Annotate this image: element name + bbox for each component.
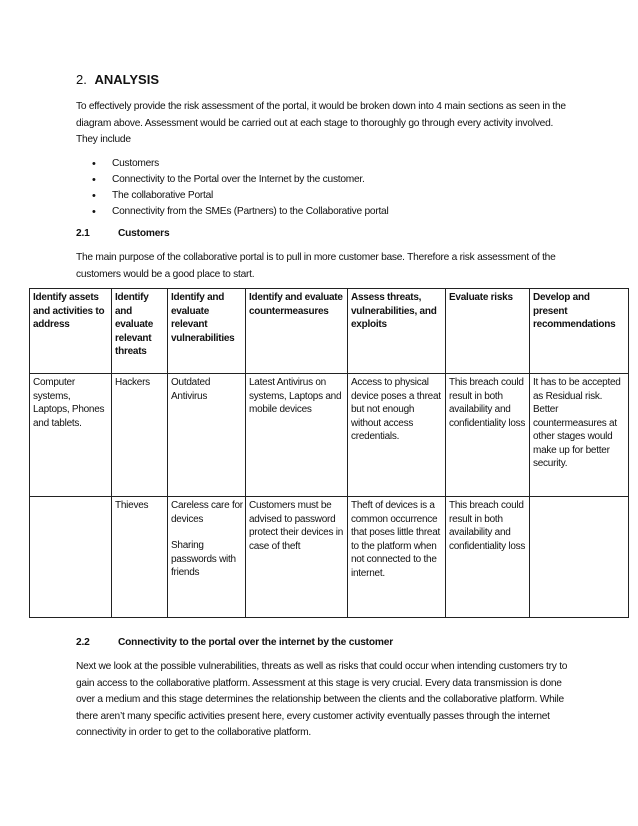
table-cell	[168, 497, 246, 618]
cell-text: Careless care for devices	[171, 500, 243, 525]
column-header: Develop and present recommendations	[530, 289, 629, 374]
column-header: Assess threats, vulnerabilities, and exploits	[348, 289, 446, 374]
table-cell: This breach could result in both availability and confidentiality loss	[446, 374, 530, 497]
table-cell: It has to be accepted as Residual risk. Better countermeasures at other stages would make up for better security.	[530, 374, 629, 497]
table-row	[30, 374, 629, 497]
customers-paragraph: The main purpose of the collaborative portal is to pull in more customer base. Therefore a risk assessment of the customers would be a good place to start.	[76, 252, 556, 280]
list-item: • Connectivity to the Portal over the Internet by the customer.	[92, 172, 388, 188]
table-cell: Hackers	[112, 374, 168, 497]
table-cell	[30, 497, 112, 618]
table-cell: Access to physical device poses a threat but not enough without access credentials.	[348, 374, 446, 497]
table-cell: Thieves	[112, 497, 168, 618]
bullet-list	[92, 156, 388, 220]
cell-text: Sharing passwords with friends	[171, 540, 236, 578]
table-cell	[168, 374, 246, 497]
connectivity-paragraph: Next we look at the possible vulnerabilities, threats as well as risks that could occur when intending customers try to gain access to the collaborative platform. Assessment at this stage is very crucial. Every data transmission is done over a medium and this stage determines the relationship between the clients and the collaborative platform. While there aren’t many specific activities present here, every customer activity eventually passes through the internet connectivity in order to get to the collaborative platform.	[76, 661, 568, 738]
section-heading	[76, 72, 159, 87]
column-header: Evaluate risks	[446, 289, 530, 374]
table-cell: Computer systems, Laptops, Phones and tablets.	[30, 374, 112, 497]
table-cell: Latest Antivirus on systems, Laptops and mobile devices	[246, 374, 348, 497]
list-item: • Customers	[92, 156, 388, 172]
cell-text: Outdated Antivirus	[171, 377, 211, 402]
table-row	[30, 497, 629, 618]
subsection-title: Connectivity to the portal over the internet by the customer	[118, 637, 393, 648]
subsection-heading-connectivity	[76, 637, 393, 648]
list-item: • Connectivity from the SMEs (Partners) to the Collaborative portal	[92, 204, 388, 220]
table-header-row	[30, 289, 629, 374]
list-item: • The collaborative Portal	[92, 188, 388, 204]
subsection-number: 2.1	[76, 228, 90, 239]
column-header: Identify and evaluate countermeasures	[246, 289, 348, 374]
table-cell: This breach could result in both availability and confidentiality loss	[446, 497, 530, 618]
column-header: Identify and evaluate relevant vulnerabilities	[168, 289, 246, 374]
section-number: 2.	[76, 72, 87, 87]
table-cell: Customers must be advised to password protect their devices in case of theft	[246, 497, 348, 618]
subsection-number: 2.2	[76, 637, 90, 648]
risk-assessment-table	[29, 288, 629, 618]
column-header: Identify and evaluate relevant threats	[112, 289, 168, 374]
table-cell: Theft of devices is a common occurrence that poses little threat to the platform when not connected to the internet.	[348, 497, 446, 618]
table-cell	[530, 497, 629, 618]
subsection-heading-customers	[76, 228, 169, 239]
column-header: Identify assets and activities to address	[30, 289, 112, 374]
section-title: ANALYSIS	[94, 72, 160, 87]
subsection-title: Customers	[118, 228, 170, 239]
intro-paragraph: To effectively provide the risk assessment of the portal, it would be broken down into 4 main sections as seen in the diagram above. Assessment would be carried out at each stage to thoroughly go through every activity involved. They include	[76, 101, 566, 145]
